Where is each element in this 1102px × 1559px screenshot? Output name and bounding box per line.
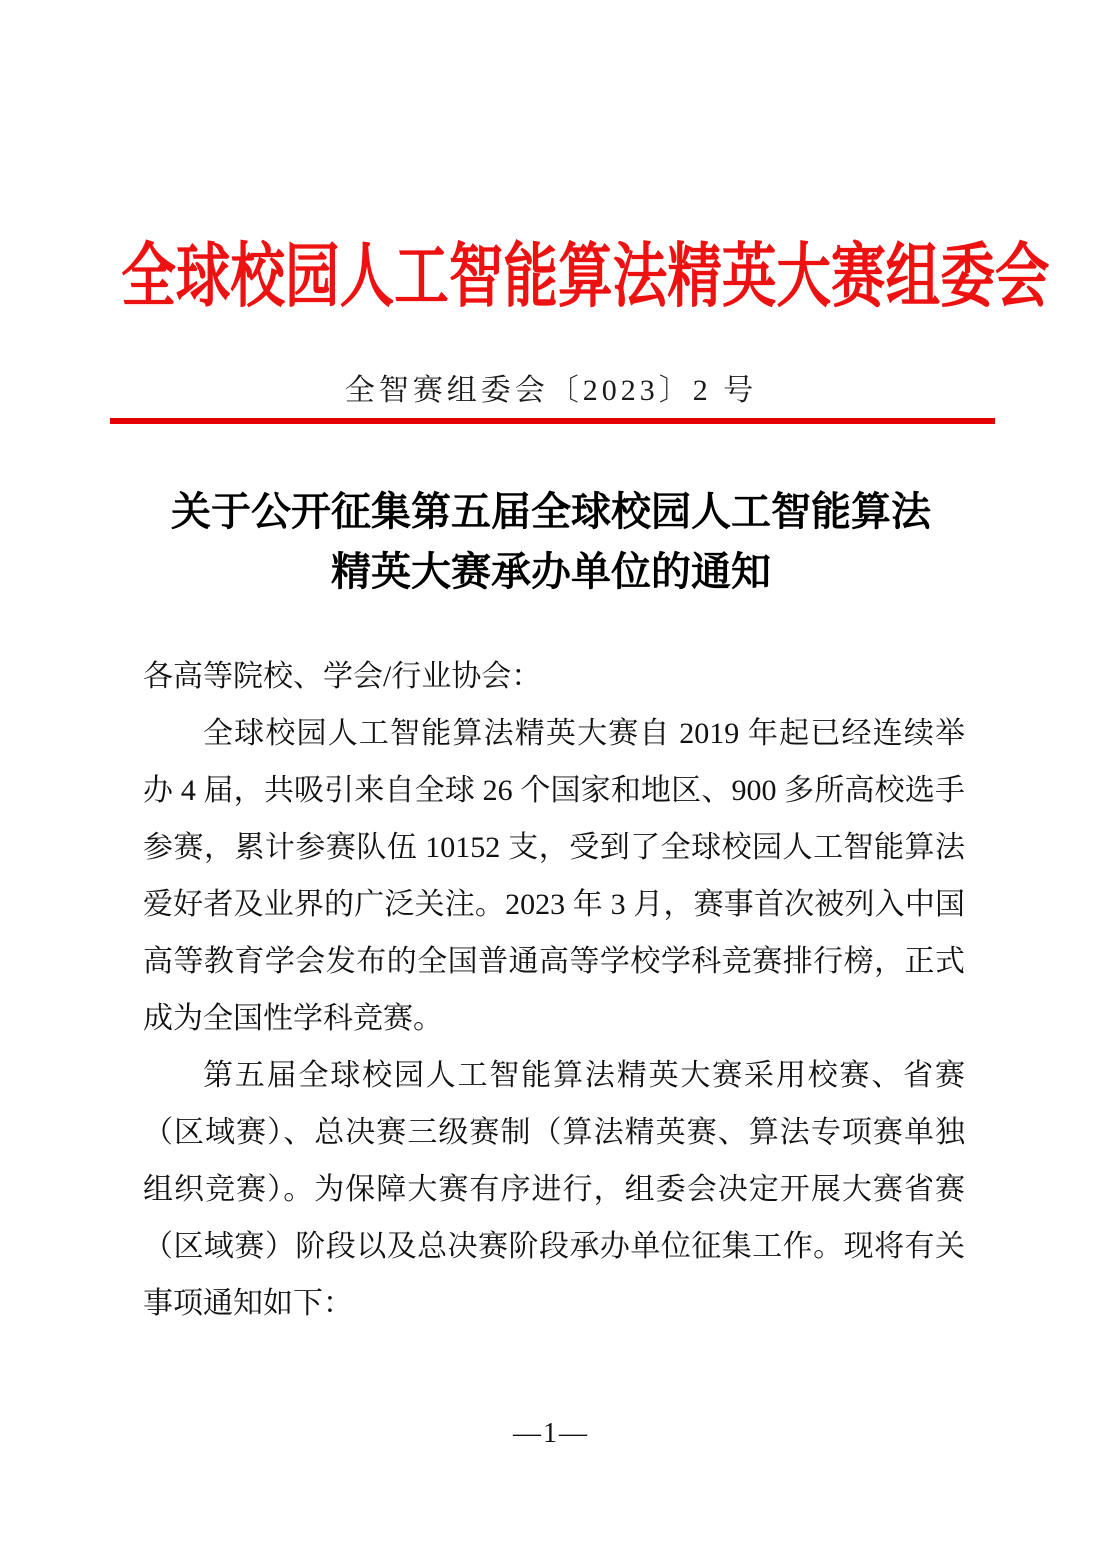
body-paragraph-1: 全球校园人工智能算法精英大赛自 2019 年起已经连续举办 4 届，共吸引来自全球 26 个国家和地区、900 多所高校选手参赛，累计参赛队伍 10152 支，受到了全球校园人工智能算法爱好者及业界的广泛关注。2023 年 3 月，赛事首次被列入中国高等教育学会发布的全国普通高等学校学科竞赛排行榜，正式成为全国性学科竞赛。	[143, 717, 965, 1035]
page-number: —1—	[513, 1418, 589, 1449]
document-title-line2: 精英大赛承办单位的通知	[331, 549, 771, 594]
document-number: 全智赛组委会〔2023〕2 号	[344, 374, 758, 407]
document-title	[0, 482, 1102, 602]
body-paragraph-2: 第五届全球校园人工智能算法精英大赛采用校赛、省赛（区域赛）、总决赛三级赛制（算法精英赛、算法专项赛单独组织竞赛）。为保障大赛有序进行，组委会决定开展大赛省赛（区域赛）阶段以及总决赛阶段承办单位征集工作。现将有关事项通知如下：	[143, 1059, 965, 1320]
salutation-line: 各高等院校、学会/行业协会：	[143, 660, 542, 693]
document-title-line1: 关于公开征集第五届全球校园人工智能算法	[171, 489, 931, 534]
document-body	[143, 648, 965, 1332]
letterhead-org-name: 全球校园人工智能算法精英大赛组委会	[121, 239, 1050, 316]
red-divider-rule	[110, 418, 995, 424]
